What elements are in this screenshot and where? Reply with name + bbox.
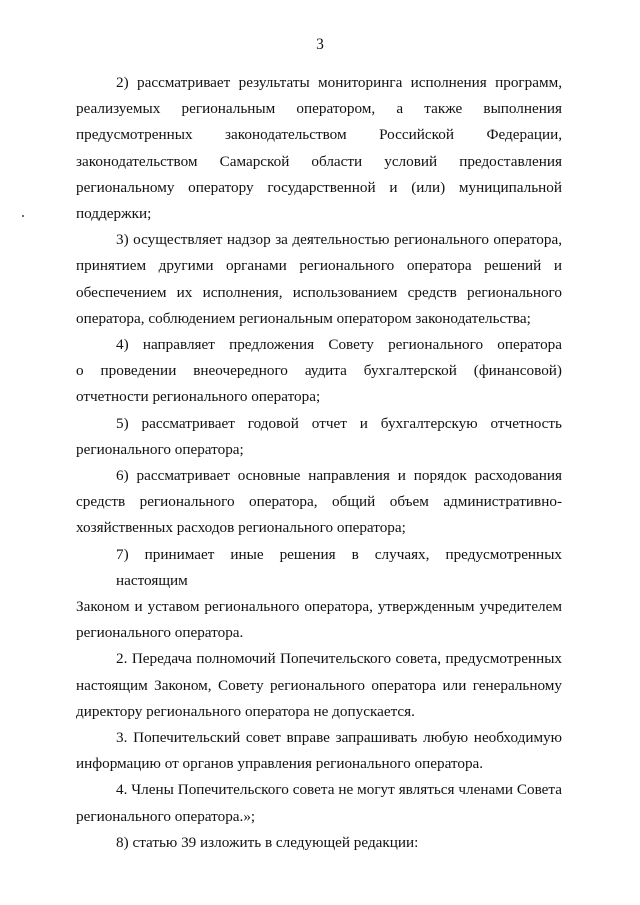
text-line: регионального оператора.»; [76, 807, 256, 825]
paragraph [76, 332, 562, 411]
text-line: средств регионального оператора, общий объем административно- [76, 493, 562, 511]
text-line: 8) статью 39 изложить в следующей редакции: [116, 833, 419, 851]
paragraph [76, 463, 562, 542]
text-line: предусмотренных законодательством Российской Федерации, [76, 126, 562, 144]
text-line: настоящим Законом, Совету регионального оператора или генеральному [76, 676, 562, 694]
text-line: 4) направляет предложения Совету регионального оператора [116, 336, 562, 354]
text-line: обеспечением их исполнения, использованием средств регионального [76, 283, 562, 301]
paragraph [76, 542, 562, 647]
text-line: информацию от органов управления регионального оператора. [76, 755, 484, 773]
text-line: 7) принимает иные решения в случаях, предусмотренных настоящим [116, 545, 562, 589]
text-line: регионального оператора; [76, 440, 244, 458]
text-line: 2) рассматривает результаты мониторинга исполнения программ, [116, 74, 562, 91]
text-line: 3) осуществляет надзор за деятельностью регионального оператора, [116, 231, 562, 249]
paragraph [76, 646, 562, 725]
page-number: 3 [316, 36, 324, 53]
text-line: поддержки; [76, 205, 152, 223]
text-line: Законом и уставом регионального оператора, утвержденным учредителем [76, 598, 562, 616]
text-line: 6) рассматривает основные направления и порядок расходования [116, 467, 562, 485]
paragraph [76, 830, 562, 856]
paragraph [76, 227, 562, 332]
paragraph [76, 70, 562, 227]
text-line: оператора, соблюдением региональным оператором законодательства; [76, 309, 531, 327]
text-line: региональному оператору государственной и (или) муниципальной [76, 178, 562, 196]
text-line: 4. Члены Попечительского совета не могут являться членами Совета [116, 781, 562, 799]
paragraph [76, 411, 562, 463]
text-line: хозяйственных расходов регионального оператора; [76, 519, 406, 537]
text-line: принятием другими органами регионального оператора решений и [76, 257, 562, 275]
scan-artifact-dot [22, 215, 24, 217]
text-line: отчетности регионального оператора; [76, 388, 321, 406]
text-line: 3. Попечительский совет вправе запрашивать любую необходимую [116, 729, 562, 747]
paragraph [76, 725, 562, 777]
text-line: 2. Передача полномочий Попечительского совета, предусмотренных [116, 650, 562, 668]
paragraph [76, 777, 562, 829]
text-line: 5) рассматривает годовой отчет и бухгалтерскую отчетность [116, 414, 562, 432]
text-line: регионального оператора. [76, 624, 244, 642]
document-body [76, 70, 562, 856]
text-line: реализуемых региональным оператором, а также выполнения [76, 100, 562, 118]
text-line: о проведении внеочередного аудита бухгалтерской (финансовой) [76, 362, 562, 380]
text-line: законодательством Самарской области условий предоставления [76, 152, 562, 170]
text-line: директору регионального оператора не допускается. [76, 702, 415, 720]
